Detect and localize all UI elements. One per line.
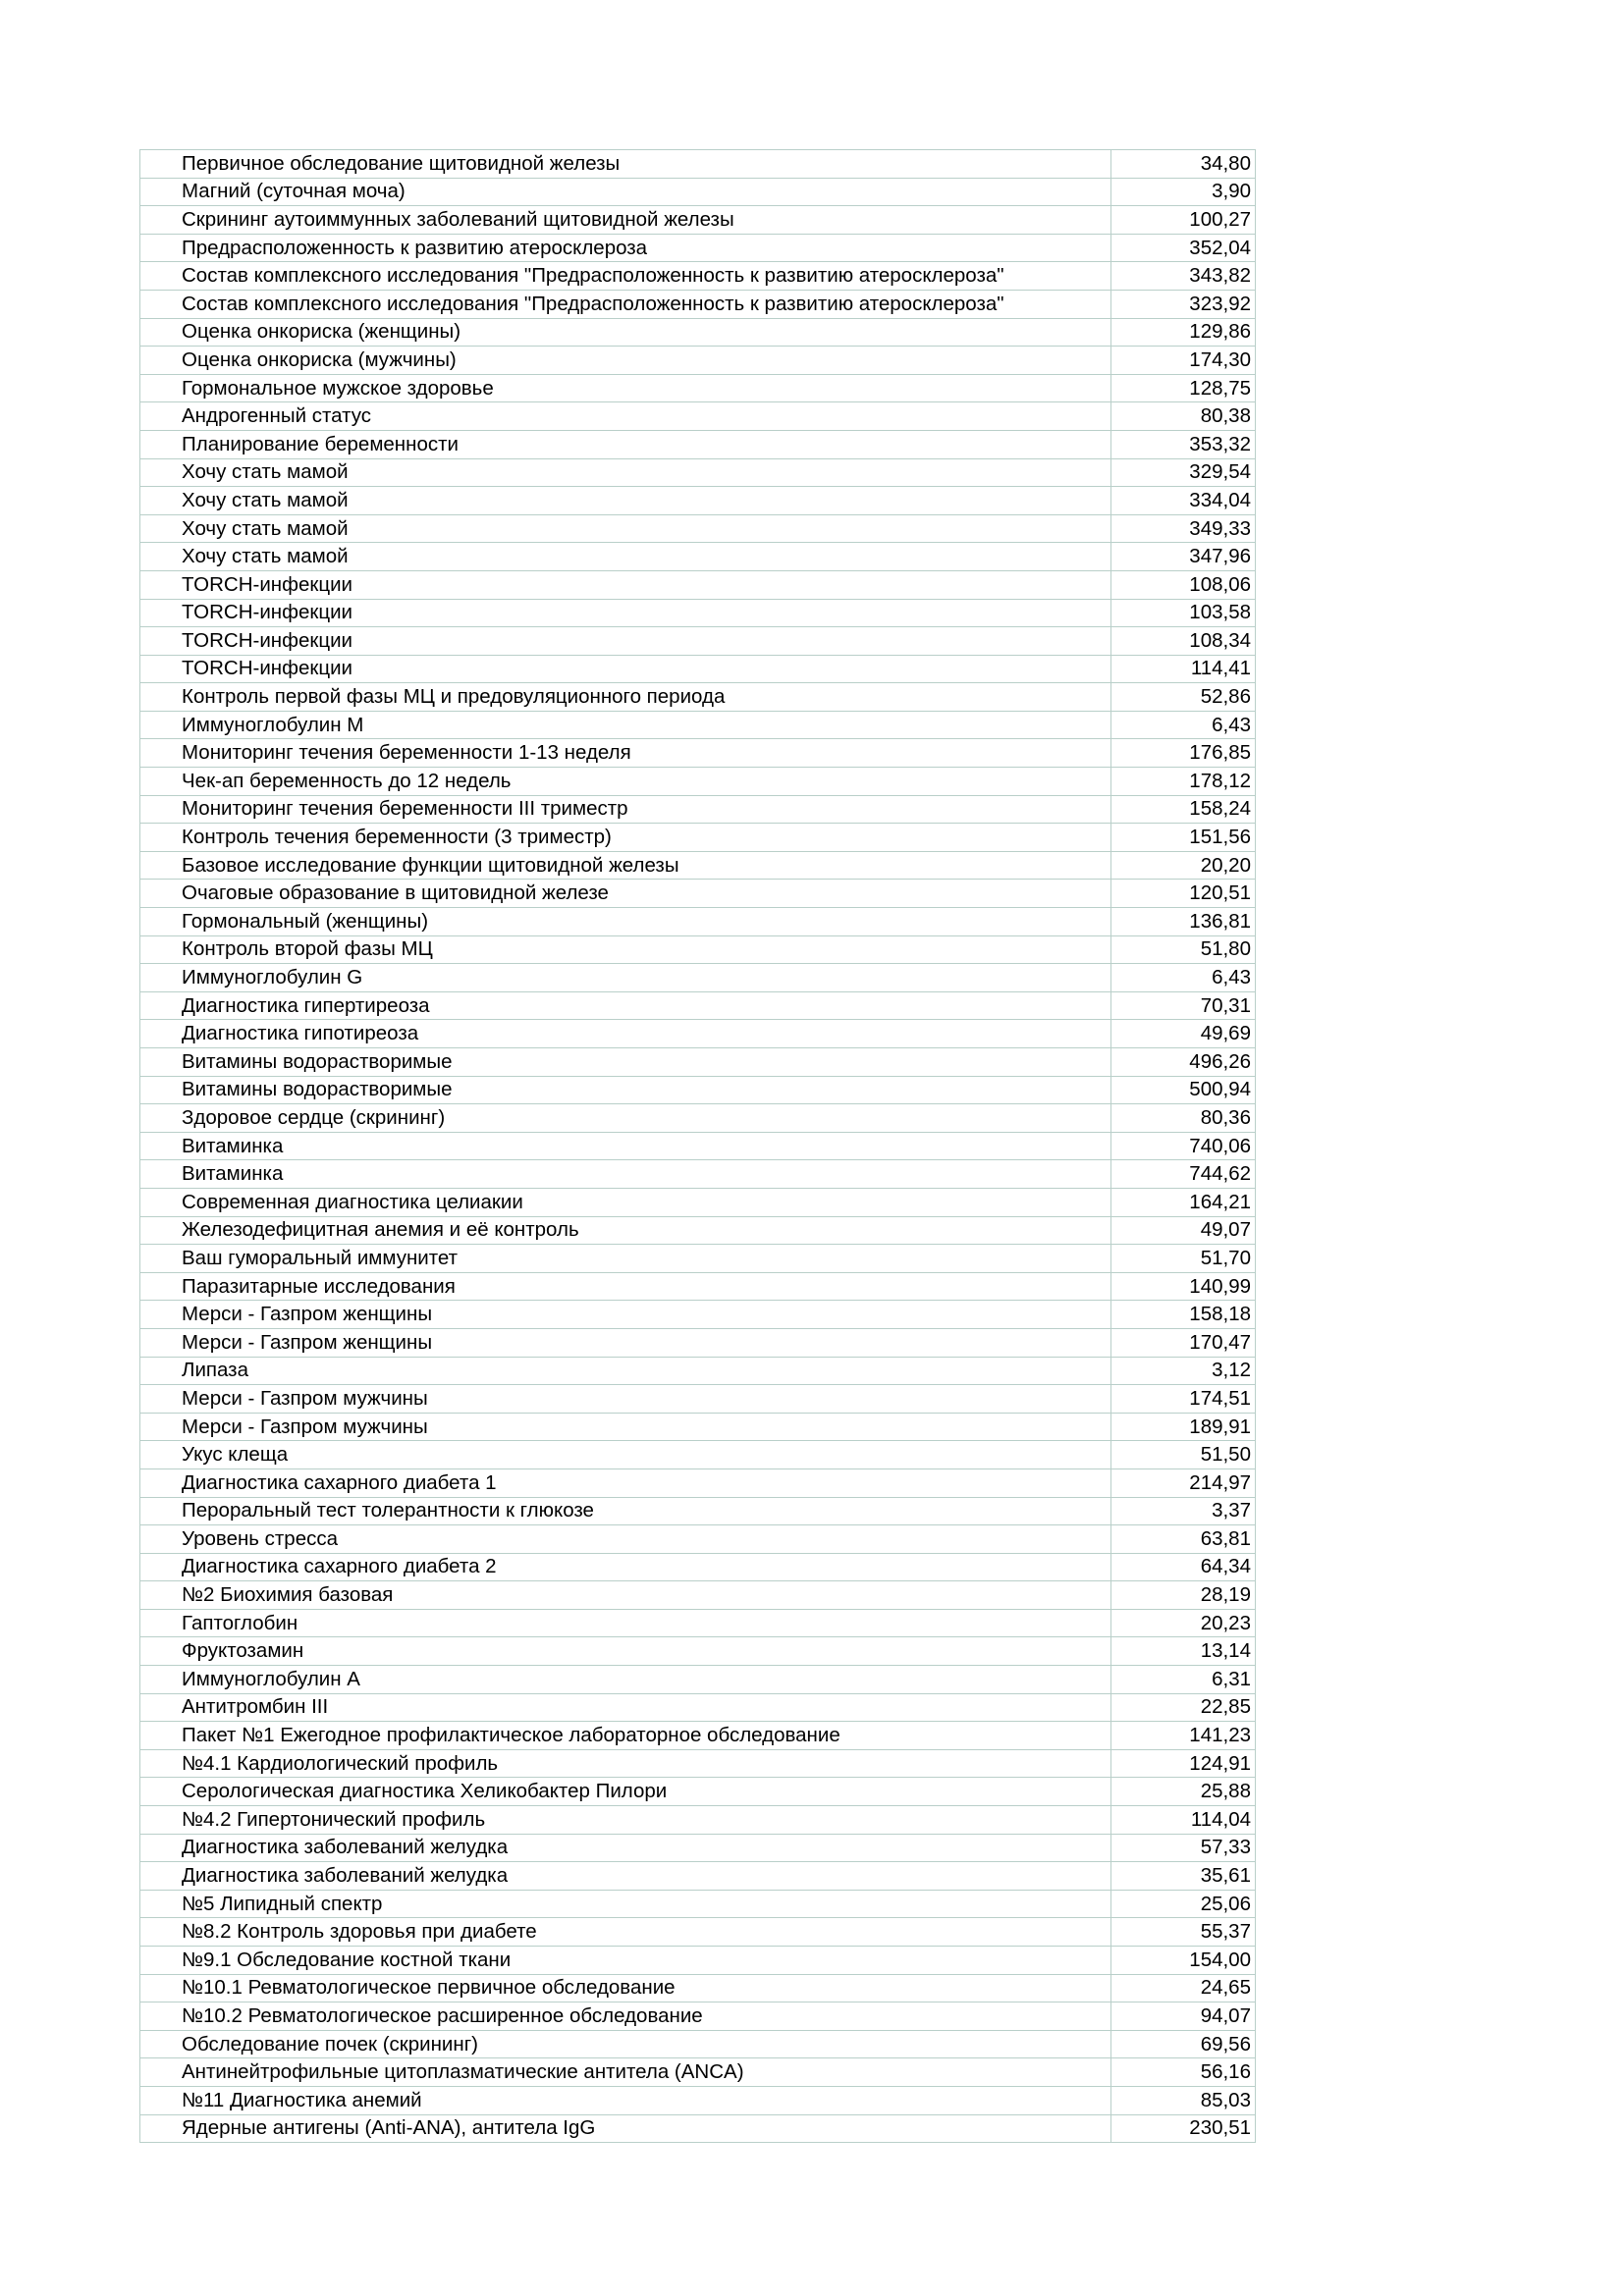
service-name-cell: Ваш гуморальный иммунитет	[140, 1245, 1111, 1273]
price-cell: 22,85	[1111, 1693, 1256, 1722]
table-row	[140, 1076, 1256, 1104]
service-name-cell: Диагностика гипотиреоза	[140, 1020, 1111, 1048]
table-row	[140, 1890, 1256, 1918]
price-cell: 323,92	[1111, 290, 1256, 318]
price-cell: 51,50	[1111, 1441, 1256, 1469]
service-name-cell: Витаминка	[140, 1160, 1111, 1189]
price-cell: 57,33	[1111, 1834, 1256, 1862]
table-row	[140, 1160, 1256, 1189]
price-cell: 6,43	[1111, 711, 1256, 739]
price-cell: 80,38	[1111, 402, 1256, 431]
price-cell: 349,33	[1111, 514, 1256, 543]
table-row	[140, 1385, 1256, 1414]
price-cell: 329,54	[1111, 458, 1256, 487]
table-row	[140, 1132, 1256, 1160]
price-cell: 178,12	[1111, 768, 1256, 796]
service-name-cell: Диагностика сахарного диабета 2	[140, 1553, 1111, 1581]
price-cell: 3,12	[1111, 1357, 1256, 1385]
service-name-cell: Хочу стать мамой	[140, 514, 1111, 543]
service-name-cell: Иммуноглобулин A	[140, 1666, 1111, 1694]
price-cell: 136,81	[1111, 908, 1256, 936]
service-name-cell: №4.2 Гипертонический профиль	[140, 1806, 1111, 1835]
service-name-cell: Состав комплексного исследования "Предрасположенность к развитию атеросклероза"	[140, 262, 1111, 291]
price-cell: 52,86	[1111, 683, 1256, 712]
price-cell: 55,37	[1111, 1918, 1256, 1947]
table-row	[140, 1104, 1256, 1133]
price-cell: 114,41	[1111, 655, 1256, 683]
service-name-cell: Гаптоглобин	[140, 1609, 1111, 1637]
service-name-cell: TORCH-инфекции	[140, 570, 1111, 599]
service-name-cell: Мониторинг течения беременности 1-13 неделя	[140, 739, 1111, 768]
table-row	[140, 655, 1256, 683]
table-row	[140, 991, 1256, 1020]
service-name-cell: Обследование почек (скрининг)	[140, 2030, 1111, 2058]
price-cell: 103,58	[1111, 599, 1256, 627]
price-cell: 500,94	[1111, 1076, 1256, 1104]
price-cell: 6,43	[1111, 964, 1256, 992]
price-cell: 70,31	[1111, 991, 1256, 1020]
price-cell: 80,36	[1111, 1104, 1256, 1133]
price-cell: 496,26	[1111, 1048, 1256, 1077]
table-row	[140, 570, 1256, 599]
table-row	[140, 374, 1256, 402]
table-row	[140, 851, 1256, 880]
service-name-cell: Хочу стать мамой	[140, 543, 1111, 571]
table-row	[140, 234, 1256, 262]
service-name-cell: Витаминка	[140, 1132, 1111, 1160]
service-name-cell: Мерси - Газпром женщины	[140, 1328, 1111, 1357]
service-name-cell: Липаза	[140, 1357, 1111, 1385]
price-cell: 56,16	[1111, 2058, 1256, 2087]
table-row	[140, 1468, 1256, 1497]
table-row	[140, 2058, 1256, 2087]
table-row	[140, 1245, 1256, 1273]
price-cell: 34,80	[1111, 150, 1256, 179]
price-cell: 49,69	[1111, 1020, 1256, 1048]
table-row	[140, 1525, 1256, 1554]
table-row	[140, 402, 1256, 431]
table-row	[140, 1553, 1256, 1581]
service-name-cell: Гормональный (женщины)	[140, 908, 1111, 936]
table-row	[140, 1834, 1256, 1862]
price-cell: 114,04	[1111, 1806, 1256, 1835]
service-name-cell: Антитромбин III	[140, 1693, 1111, 1722]
service-name-cell: Оценка онкориска (мужчины)	[140, 347, 1111, 375]
price-cell: 108,34	[1111, 627, 1256, 656]
table-row	[140, 1328, 1256, 1357]
service-name-cell: Уровень стресса	[140, 1525, 1111, 1554]
price-cell: 158,18	[1111, 1301, 1256, 1329]
price-cell: 69,56	[1111, 2030, 1256, 2058]
service-name-cell: Скрининг аутоиммунных заболеваний щитовидной железы	[140, 206, 1111, 235]
service-name-cell: Паразитарные исследования	[140, 1272, 1111, 1301]
table-row	[140, 1974, 1256, 2002]
service-name-cell: Чек-ап беременность до 12 недель	[140, 768, 1111, 796]
table-row	[140, 627, 1256, 656]
price-cell: 100,27	[1111, 206, 1256, 235]
price-cell: 108,06	[1111, 570, 1256, 599]
table-row	[140, 290, 1256, 318]
price-cell: 158,24	[1111, 795, 1256, 824]
table-row	[140, 1947, 1256, 1975]
service-name-cell: Магний (суточная моча)	[140, 178, 1111, 206]
table-row	[140, 458, 1256, 487]
table-row	[140, 1666, 1256, 1694]
table-row	[140, 178, 1256, 206]
price-table	[139, 149, 1256, 2143]
price-cell: 174,30	[1111, 347, 1256, 375]
table-row	[140, 824, 1256, 852]
service-name-cell: Диагностика сахарного диабета 1	[140, 1468, 1111, 1497]
service-name-cell: Пероральный тест толерантности к глюкозе	[140, 1497, 1111, 1525]
price-cell: 6,31	[1111, 1666, 1256, 1694]
service-name-cell: Мерси - Газпром мужчины	[140, 1413, 1111, 1441]
price-cell: 49,07	[1111, 1216, 1256, 1245]
service-name-cell: Базовое исследование функции щитовидной железы	[140, 851, 1111, 880]
price-cell: 3,90	[1111, 178, 1256, 206]
price-cell: 353,32	[1111, 430, 1256, 458]
service-name-cell: Железодефицитная анемия и её контроль	[140, 1216, 1111, 1245]
service-name-cell: №10.1 Ревматологическое первичное обследование	[140, 1974, 1111, 2002]
price-cell: 740,06	[1111, 1132, 1256, 1160]
table-row	[140, 1778, 1256, 1806]
price-cell: 28,19	[1111, 1581, 1256, 1610]
service-name-cell: Первичное обследование щитовидной железы	[140, 150, 1111, 179]
price-cell: 64,34	[1111, 1553, 1256, 1581]
service-name-cell: TORCH-инфекции	[140, 599, 1111, 627]
service-name-cell: №10.2 Ревматологическое расширенное обследование	[140, 2002, 1111, 2031]
price-cell: 164,21	[1111, 1188, 1256, 1216]
price-cell: 85,03	[1111, 2086, 1256, 2114]
table-row	[140, 487, 1256, 515]
table-row	[140, 1272, 1256, 1301]
service-name-cell: Планирование беременности	[140, 430, 1111, 458]
price-cell: 3,37	[1111, 1497, 1256, 1525]
table-row	[140, 514, 1256, 543]
table-row	[140, 908, 1256, 936]
table-row	[140, 1918, 1256, 1947]
price-cell: 347,96	[1111, 543, 1256, 571]
service-name-cell: Контроль первой фазы МЦ и предовуляционного периода	[140, 683, 1111, 712]
service-name-cell: Фруктозамин	[140, 1637, 1111, 1666]
table-row	[140, 1048, 1256, 1077]
table-row	[140, 1301, 1256, 1329]
price-cell: 51,80	[1111, 935, 1256, 964]
service-name-cell: Диагностика заболеваний желудка	[140, 1862, 1111, 1891]
price-cell: 129,86	[1111, 318, 1256, 347]
table-row	[140, 1862, 1256, 1891]
price-cell: 140,99	[1111, 1272, 1256, 1301]
table-row	[140, 768, 1256, 796]
price-cell: 13,14	[1111, 1637, 1256, 1666]
price-cell: 174,51	[1111, 1385, 1256, 1414]
service-name-cell: Диагностика гипертиреоза	[140, 991, 1111, 1020]
table-row	[140, 1020, 1256, 1048]
table-row	[140, 430, 1256, 458]
price-cell: 25,06	[1111, 1890, 1256, 1918]
service-name-cell: Контроль течения беременности (3 триместр)	[140, 824, 1111, 852]
service-name-cell: Контроль второй фазы МЦ	[140, 935, 1111, 964]
price-cell: 176,85	[1111, 739, 1256, 768]
table-row	[140, 711, 1256, 739]
service-name-cell: Иммуноглобулин G	[140, 964, 1111, 992]
table-row	[140, 1188, 1256, 1216]
table-row	[140, 2086, 1256, 2114]
service-name-cell: Мерси - Газпром мужчины	[140, 1385, 1111, 1414]
price-cell: 154,00	[1111, 1947, 1256, 1975]
table-row	[140, 1722, 1256, 1750]
table-row	[140, 935, 1256, 964]
price-cell: 744,62	[1111, 1160, 1256, 1189]
price-cell: 189,91	[1111, 1413, 1256, 1441]
price-cell: 230,51	[1111, 2114, 1256, 2143]
price-cell: 51,70	[1111, 1245, 1256, 1273]
service-name-cell: Витамины водорастворимые	[140, 1076, 1111, 1104]
price-table-body	[140, 150, 1256, 2143]
price-cell: 20,20	[1111, 851, 1256, 880]
table-row	[140, 599, 1256, 627]
price-cell: 343,82	[1111, 262, 1256, 291]
service-name-cell: TORCH-инфекции	[140, 627, 1111, 656]
service-name-cell: Хочу стать мамой	[140, 487, 1111, 515]
price-cell: 170,47	[1111, 1328, 1256, 1357]
service-name-cell: Укус клеща	[140, 1441, 1111, 1469]
table-row	[140, 347, 1256, 375]
price-cell: 151,56	[1111, 824, 1256, 852]
table-row	[140, 2030, 1256, 2058]
price-cell: 25,88	[1111, 1778, 1256, 1806]
table-row	[140, 683, 1256, 712]
service-name-cell: №8.2 Контроль здоровья при диабете	[140, 1918, 1111, 1947]
service-name-cell: Предрасположенность к развитию атеросклероза	[140, 234, 1111, 262]
price-cell: 94,07	[1111, 2002, 1256, 2031]
service-name-cell: Состав комплексного исследования "Предрасположенность к развитию атеросклероза"	[140, 290, 1111, 318]
service-name-cell: Оценка онкориска (женщины)	[140, 318, 1111, 347]
table-row	[140, 739, 1256, 768]
price-cell: 120,51	[1111, 880, 1256, 908]
price-cell: 128,75	[1111, 374, 1256, 402]
service-name-cell: Андрогенный статус	[140, 402, 1111, 431]
table-row	[140, 262, 1256, 291]
price-cell: 35,61	[1111, 1862, 1256, 1891]
table-row	[140, 318, 1256, 347]
service-name-cell: Серологическая диагностика Хеликобактер Пилори	[140, 1778, 1111, 1806]
table-row	[140, 1413, 1256, 1441]
table-row	[140, 964, 1256, 992]
service-name-cell: Ядерные антигены (Anti-ANA), антитела IgG	[140, 2114, 1111, 2143]
table-row	[140, 2002, 1256, 2031]
service-name-cell: №11 Диагностика анемий	[140, 2086, 1111, 2114]
price-cell: 141,23	[1111, 1722, 1256, 1750]
price-cell: 24,65	[1111, 1974, 1256, 2002]
table-row	[140, 1637, 1256, 1666]
table-row	[140, 1216, 1256, 1245]
table-row	[140, 2114, 1256, 2143]
service-name-cell: Современная диагностика целиакии	[140, 1188, 1111, 1216]
service-name-cell: Пакет №1 Ежегодное профилактическое лабораторное обследование	[140, 1722, 1111, 1750]
service-name-cell: Мерси - Газпром женщины	[140, 1301, 1111, 1329]
service-name-cell: №9.1 Обследование костной ткани	[140, 1947, 1111, 1975]
table-row	[140, 1581, 1256, 1610]
table-row	[140, 543, 1256, 571]
price-cell: 334,04	[1111, 487, 1256, 515]
service-name-cell: №2 Биохимия базовая	[140, 1581, 1111, 1610]
table-row	[140, 1441, 1256, 1469]
table-row	[140, 1749, 1256, 1778]
table-row	[140, 206, 1256, 235]
service-name-cell: Здоровое сердце (скрининг)	[140, 1104, 1111, 1133]
service-name-cell: Хочу стать мамой	[140, 458, 1111, 487]
table-row	[140, 1497, 1256, 1525]
price-cell: 352,04	[1111, 234, 1256, 262]
table-row	[140, 1693, 1256, 1722]
service-name-cell: TORCH-инфекции	[140, 655, 1111, 683]
service-name-cell: №4.1 Кардиологический профиль	[140, 1749, 1111, 1778]
table-row	[140, 1806, 1256, 1835]
price-cell: 124,91	[1111, 1749, 1256, 1778]
service-name-cell: Гормональное мужское здоровье	[140, 374, 1111, 402]
service-name-cell: Диагностика заболеваний желудка	[140, 1834, 1111, 1862]
service-name-cell: №5 Липидный спектр	[140, 1890, 1111, 1918]
service-name-cell: Мониторинг течения беременности III триместр	[140, 795, 1111, 824]
table-row	[140, 150, 1256, 179]
table-row	[140, 880, 1256, 908]
table-row	[140, 795, 1256, 824]
price-cell: 63,81	[1111, 1525, 1256, 1554]
service-name-cell: Очаговые образование в щитовидной железе	[140, 880, 1111, 908]
service-name-cell: Витамины водорастворимые	[140, 1048, 1111, 1077]
table-row	[140, 1357, 1256, 1385]
service-name-cell: Антинейтрофильные цитоплазматические антитела (ANCA)	[140, 2058, 1111, 2087]
table-row	[140, 1609, 1256, 1637]
price-cell: 214,97	[1111, 1468, 1256, 1497]
service-name-cell: Иммуноглобулин M	[140, 711, 1111, 739]
price-cell: 20,23	[1111, 1609, 1256, 1637]
